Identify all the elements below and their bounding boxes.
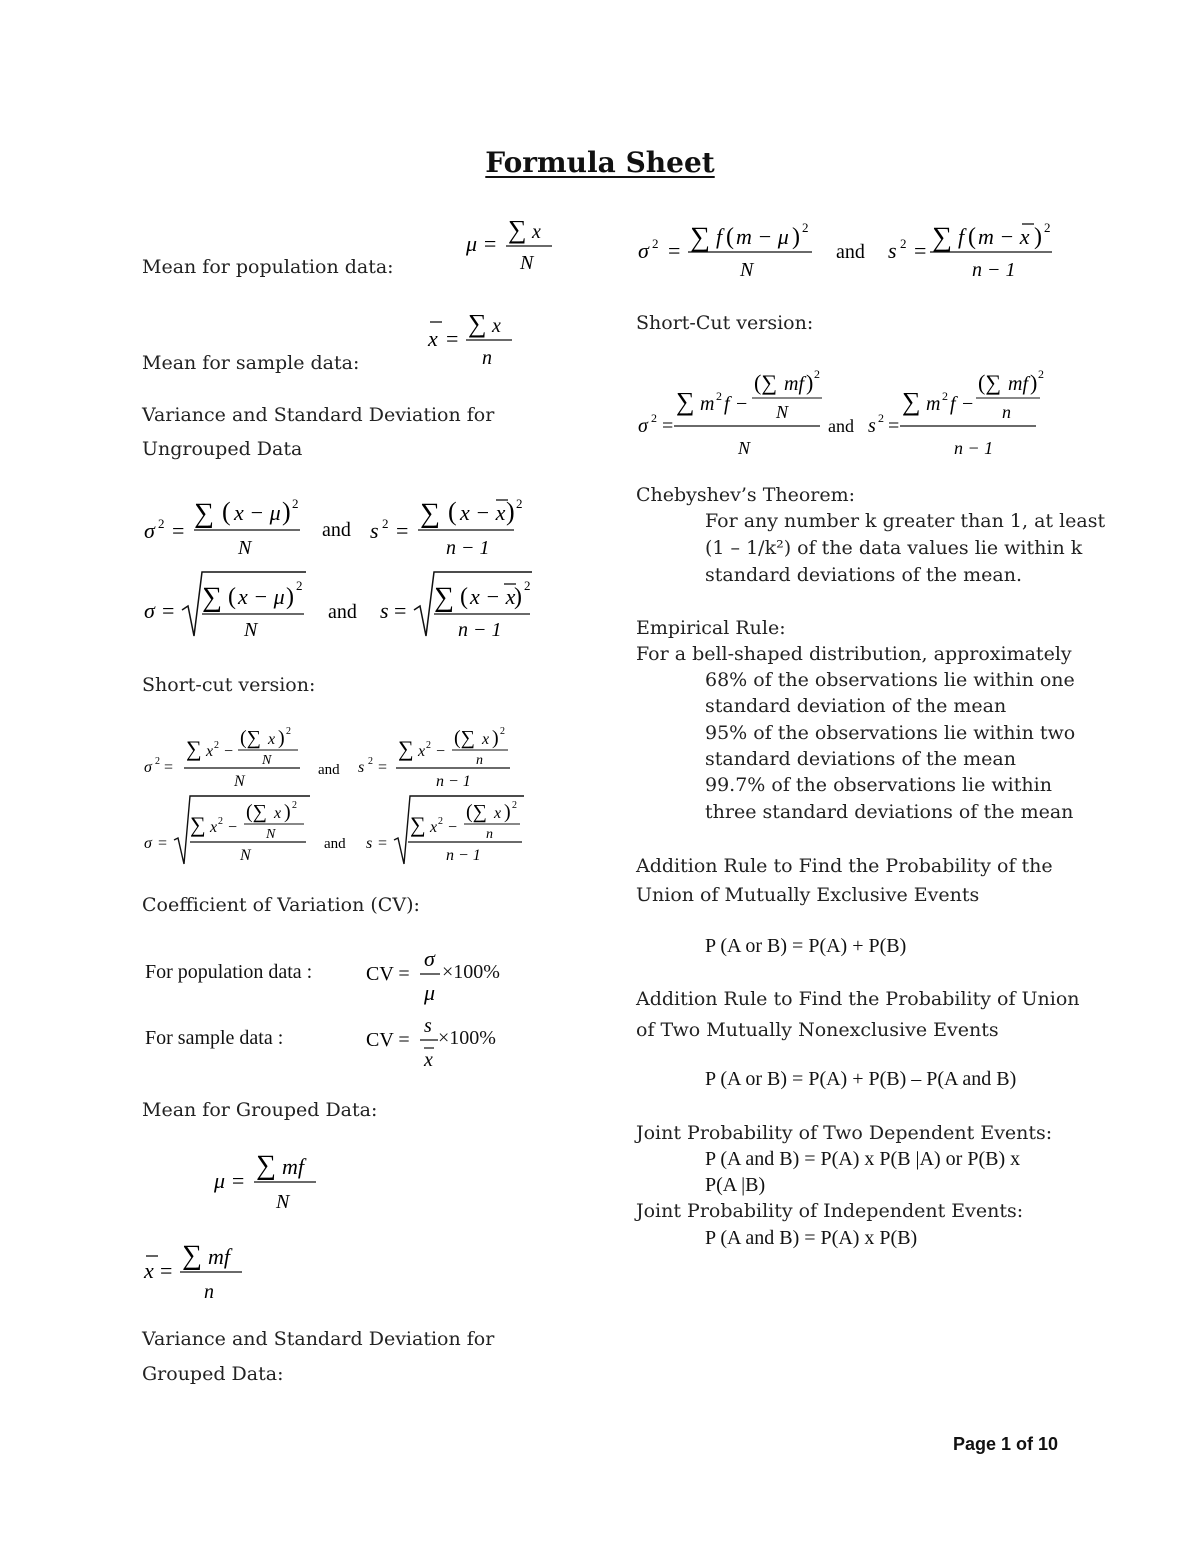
svg-text:∑: ∑ [508,215,527,244]
svg-text:μ: μ [424,980,436,1005]
svg-text:n − 1: n − 1 [446,847,481,864]
svg-text:∑: ∑ [932,222,952,253]
svg-text:s: s [888,238,897,263]
svg-text:=: = [394,598,407,623]
svg-text:2: 2 [900,236,907,251]
svg-text:=: = [662,415,674,437]
svg-text:2: 2 [802,220,809,235]
svg-text:x: x [430,819,438,836]
svg-text:∑: ∑ [690,222,710,253]
variance-grouped-heading-2: Grouped Data: [142,1363,284,1385]
svg-text:n − 1: n − 1 [972,259,1016,281]
svg-text:=: = [378,759,388,776]
svg-text:): ) [278,727,285,749]
svg-text:∑: ∑ [182,1240,202,1271]
mean-sample-label: Mean for sample data: [142,352,360,374]
svg-text:n: n [482,347,492,369]
svg-text:N: N [738,438,751,458]
svg-text:n: n [204,1281,214,1302]
svg-text:2: 2 [286,726,291,737]
svg-text:2: 2 [158,516,165,531]
svg-text:x − μ: x − μ [234,500,281,525]
svg-text:2: 2 [218,816,223,827]
svg-text:x − x: x − x [460,500,506,525]
svg-text:2: 2 [652,236,659,251]
svg-text:2: 2 [368,756,373,767]
svg-text:=: = [914,238,927,263]
svg-text:∑: ∑ [256,1150,276,1181]
formula-joint-dependent-2: P(A |B) [705,1174,766,1196]
svg-text:x: x [494,805,502,822]
formula-sd-shortcut [142,792,532,868]
formula-joint-independent: P (A and B) = P(A) x P(B) [705,1227,918,1249]
svg-text:x: x [144,1258,154,1283]
svg-text:2: 2 [512,800,517,811]
svg-text:N: N [244,619,258,641]
svg-text:f: f [950,393,956,415]
joint-dependent-title: Joint Probability of Two Dependent Events: [636,1122,1053,1144]
svg-text:m: m [926,393,941,415]
empirical-line: three standard deviations of the mean [705,801,1074,823]
svg-text:and: and [328,601,357,623]
empirical-line: standard deviations of the mean [705,748,1016,770]
addition-exclusive-heading-1: Addition Rule to Find the Probability of the [636,855,1053,877]
svg-text:): ) [506,497,515,526]
shortcut-label-left: Short-cut version: [142,674,316,696]
svg-text:x: x [482,731,490,748]
empirical-title: Empirical Rule: [636,617,786,639]
svg-text:(∑: (∑ [466,801,487,823]
svg-text:(: ( [726,224,734,250]
svg-text:2: 2 [296,578,303,593]
formula-mean-grouped-sample [142,1236,262,1302]
empirical-line: 68% of the observations lie within one [705,669,1075,691]
svg-text:σ: σ [144,759,152,776]
svg-text:2: 2 [878,411,884,425]
svg-text:x − x: x − x [470,584,516,609]
svg-text:N: N [276,1191,290,1212]
svg-text:−: − [448,819,458,836]
cv-sample-label: For sample data : [145,1027,284,1049]
formula-mean-population [462,214,562,274]
variance-grouped-heading-1: Variance and Standard Deviation for [142,1328,495,1350]
formula-mean-sample [422,308,522,370]
svg-text:f: f [716,224,723,249]
cv-label: Coefficient of Variation (CV): [142,894,420,916]
svg-text:N: N [520,252,534,274]
svg-text:∑: ∑ [186,736,202,761]
svg-text:(: ( [228,584,236,610]
svg-text:2: 2 [814,367,820,381]
formula-addition-nonexclusive: P (A or B) = P(A) + P(B) – P(A and B) [705,1068,1017,1090]
svg-text:∑: ∑ [902,387,921,416]
svg-text:s: s [370,518,379,543]
svg-text:∑: ∑ [410,812,426,837]
svg-text:2: 2 [155,756,160,767]
svg-text:CV =: CV = [366,963,410,985]
svg-text:N: N [262,753,272,768]
svg-text:x: x [210,819,218,836]
svg-text:−: − [436,743,446,760]
svg-text:∑: ∑ [202,582,222,613]
svg-text:x − μ: x − μ [238,584,285,609]
variance-ungrouped-heading-2: Ungrouped Data [142,438,303,460]
svg-text:mf: mf [784,373,804,395]
svg-text:(∑: (∑ [754,370,778,395]
svg-text:2: 2 [942,389,948,403]
svg-text:=: = [396,518,409,543]
svg-text:): ) [504,801,511,823]
svg-text:s: s [358,759,365,776]
svg-text:N: N [234,773,245,786]
svg-text:x: x [424,1049,433,1071]
svg-text:): ) [284,801,291,823]
svg-text:and: and [324,836,346,852]
svg-text:∑: ∑ [420,498,440,529]
svg-text:=: = [164,759,174,776]
svg-text:=: = [172,518,185,543]
empirical-line: standard deviation of the mean [705,695,1007,717]
formula-mean-grouped-population [212,1146,332,1212]
svg-text:N: N [776,402,789,422]
svg-text:m − x: m − x [978,224,1030,249]
svg-text:): ) [792,224,800,250]
svg-text:s: s [366,835,373,852]
svg-text:∑: ∑ [468,309,487,338]
cv-percent-population: ×100% [442,961,500,983]
addition-nonexclusive-heading-2: of Two Mutually Nonexclusive Events [636,1019,999,1041]
mean-population-label: Mean for population data: [142,256,394,278]
formula-addition-exclusive: P (A or B) = P(A) + P(B) [705,935,907,957]
svg-text:): ) [1030,370,1038,395]
svg-text:(: ( [968,224,976,250]
svg-text:−: − [228,819,238,836]
svg-text:∑: ∑ [398,736,414,761]
svg-text:): ) [282,497,291,526]
svg-text:and: and [322,519,351,541]
svg-text:2: 2 [292,496,299,511]
svg-text:2: 2 [1044,220,1051,235]
svg-text:s: s [380,598,389,623]
svg-text:σ: σ [144,835,152,852]
svg-text:mf: mf [1008,373,1028,395]
page-title: Formula Sheet [485,146,715,179]
page-number: Page 1 of 10 [952,1434,1058,1454]
svg-text:(: ( [448,497,457,526]
empirical-line: 99.7% of the observations lie within [705,774,1052,796]
svg-text:=: = [668,238,681,263]
svg-text:−: − [736,393,748,415]
svg-text:N: N [266,827,276,842]
svg-text:x: x [206,743,214,760]
svg-text:): ) [492,727,499,749]
svg-text:x: x [428,326,438,351]
svg-text:): ) [514,584,522,610]
chebyshev-title: Chebyshev’s Theorem: [636,484,856,506]
formula-variance-grouped-shortcut [636,360,1046,460]
svg-text:(∑: (∑ [240,727,261,749]
mean-grouped-label: Mean for Grouped Data: [142,1099,378,1121]
cv-percent-sample: ×100% [438,1027,496,1049]
svg-text:x: x [492,315,501,337]
svg-text:and: and [836,241,865,263]
addition-nonexclusive-heading-1: Addition Rule to Find the Probability of Union [636,988,1080,1010]
svg-text:mf: mf [282,1154,304,1179]
svg-text:m − μ: m − μ [736,224,789,249]
svg-text:∑: ∑ [194,498,214,529]
svg-text:2: 2 [426,740,431,751]
svg-text:s: s [424,1015,432,1037]
addition-exclusive-heading-2: Union of Mutually Exclusive Events [636,884,980,906]
svg-text:=: = [158,835,168,852]
svg-text:μ =: μ = [214,1168,246,1193]
svg-text:): ) [1034,224,1042,250]
svg-text:2: 2 [292,800,297,811]
svg-text:=: = [888,415,900,437]
svg-text:2: 2 [214,740,219,751]
svg-text:n − 1: n − 1 [954,438,994,458]
shortcut-label-right: Short-Cut version: [636,312,814,334]
svg-text:N: N [740,259,754,281]
svg-text:n: n [1002,402,1011,422]
svg-text:and: and [318,762,340,778]
svg-text:and: and [828,416,854,436]
svg-text:n − 1: n − 1 [446,537,490,556]
svg-text:(∑: (∑ [246,801,267,823]
svg-text:2: 2 [651,411,657,425]
joint-independent-title: Joint Probability of Independent Events: [636,1200,1024,1222]
svg-text:f: f [958,224,965,249]
svg-text:=: = [160,1258,173,1283]
svg-text:): ) [806,370,814,395]
svg-text:2: 2 [716,389,722,403]
svg-text:): ) [286,584,294,610]
svg-text:m: m [700,393,715,415]
formula-variance-ungrouped [142,486,532,556]
formula-variance-shortcut [142,722,522,786]
svg-text:2: 2 [516,496,523,511]
svg-text:(∑: (∑ [978,370,1002,395]
svg-text:mf: mf [208,1244,230,1269]
svg-text:σ: σ [144,518,155,543]
svg-text:σ: σ [638,415,648,437]
svg-text:=: = [446,326,459,351]
svg-text:σ: σ [638,238,649,263]
svg-text:2: 2 [382,516,389,531]
svg-text:(∑: (∑ [454,727,475,749]
svg-text:n − 1: n − 1 [436,773,471,786]
cv-population-label: For population data : [145,961,313,983]
svg-text:2: 2 [500,726,505,737]
svg-text:CV =: CV = [366,1029,410,1051]
chebyshev-line-1: For any number k greater than 1, at least [705,510,1106,532]
svg-text:∑: ∑ [676,387,695,416]
empirical-intro: For a bell-shaped distribution, approximately [636,643,1072,665]
svg-text:f: f [724,393,730,415]
svg-text:2: 2 [438,816,443,827]
chebyshev-line-2: (1 – 1/k²) of the data values lie within k [705,537,1083,559]
svg-text:(: ( [460,584,468,610]
svg-text:n − 1: n − 1 [458,619,502,641]
empirical-line: 95% of the observations lie within two [705,722,1076,744]
svg-text:n: n [476,753,483,768]
formula-variance-grouped [636,214,1066,286]
svg-text:−: − [224,743,234,760]
svg-text:N: N [240,847,251,864]
svg-text:(: ( [222,497,231,526]
svg-text:N: N [238,537,252,556]
svg-text:x: x [532,221,541,243]
svg-text:2: 2 [1038,367,1044,381]
svg-text:∑: ∑ [190,812,206,837]
svg-text:s: s [868,415,876,437]
chebyshev-line-3: standard deviations of the mean. [705,564,1022,586]
svg-text:σ: σ [144,598,155,623]
variance-ungrouped-heading-1: Variance and Standard Deviation for [142,404,495,426]
svg-text:x: x [274,805,282,822]
svg-text:−: − [962,393,974,415]
svg-text:=: = [378,835,388,852]
svg-text:σ: σ [424,946,435,971]
formula-sd-ungrouped [142,566,542,646]
svg-text:=: = [162,598,175,623]
svg-text:μ =: μ = [466,231,498,256]
svg-text:n: n [486,827,493,842]
formula-joint-dependent-1: P (A and B) = P(A) x P(B |A) or P(B) x [705,1148,1021,1170]
svg-text:x: x [268,731,276,748]
svg-text:∑: ∑ [434,582,454,613]
svg-text:2: 2 [524,578,531,593]
svg-text:x: x [418,743,426,760]
